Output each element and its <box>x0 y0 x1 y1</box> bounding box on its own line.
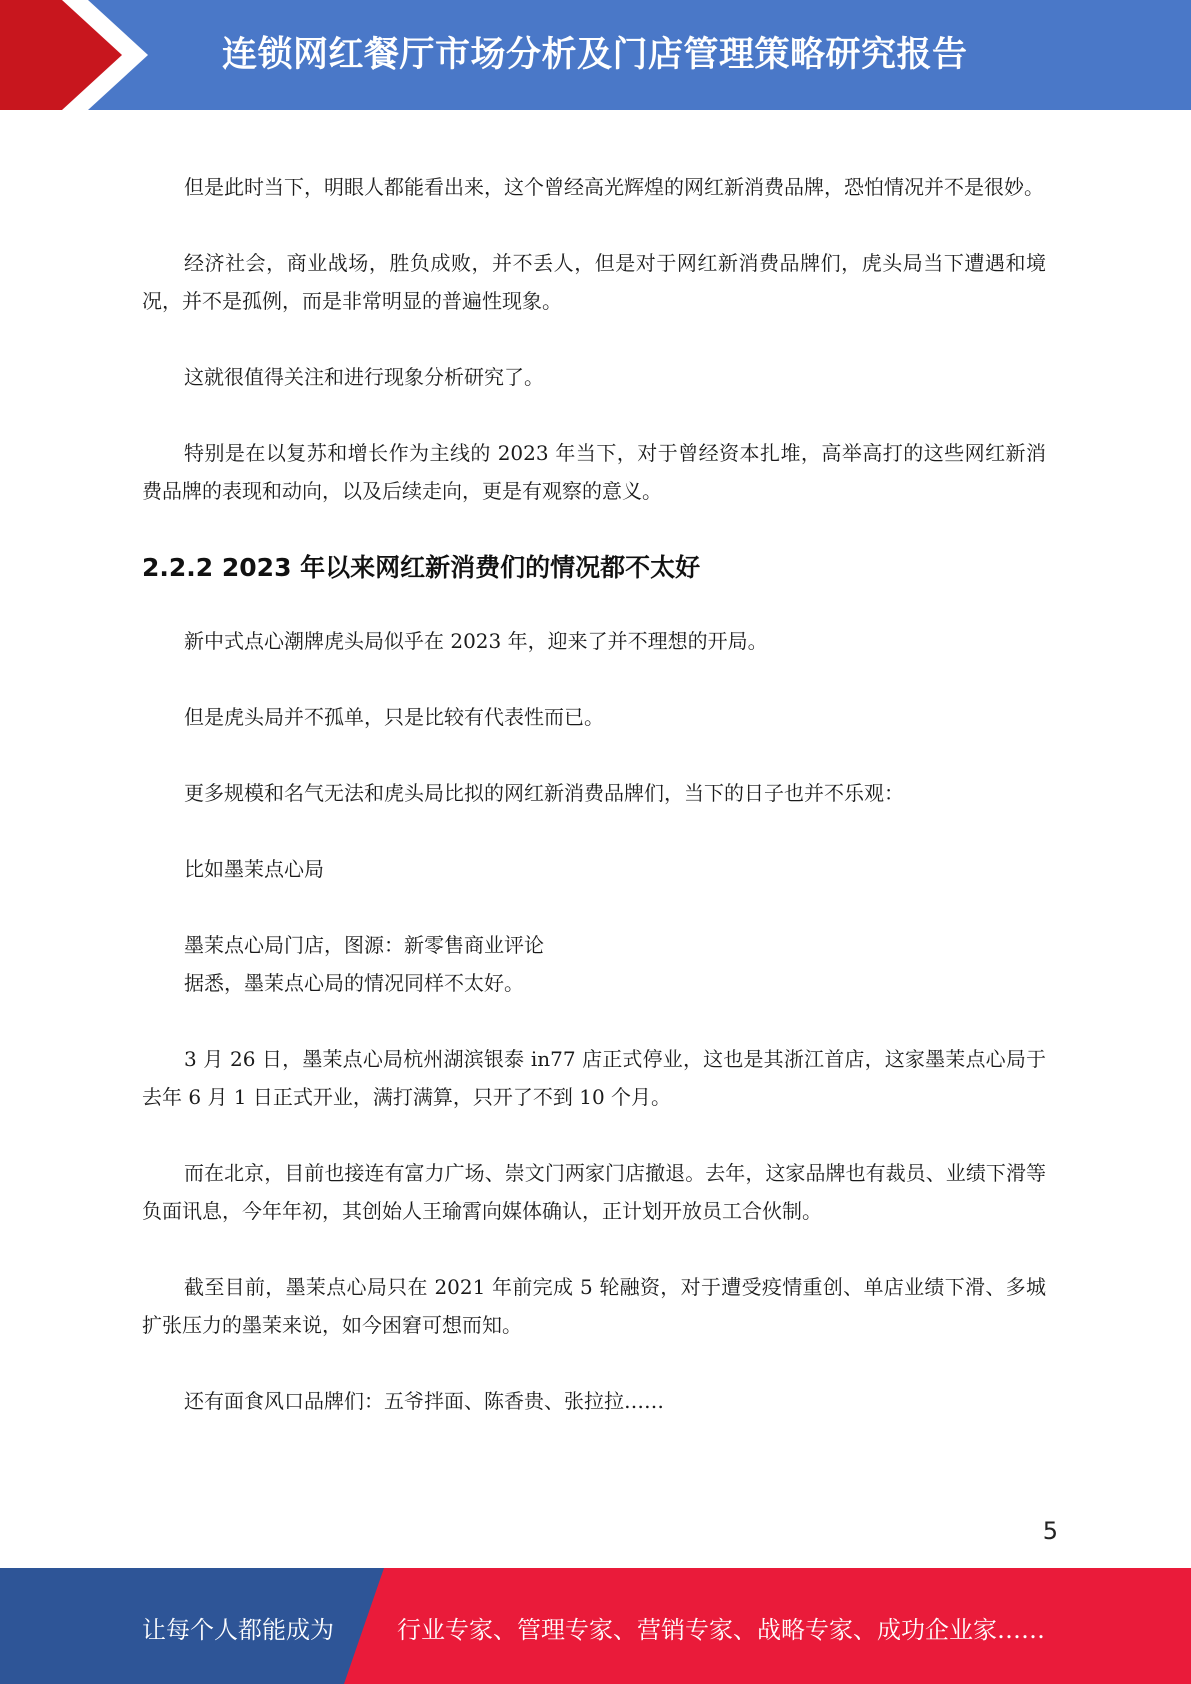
paragraph: 据悉，墨茉点心局的情况同样不太好。 <box>184 971 524 995</box>
section-heading: 2.2.2 2023 年以来网红新消费们的情况都不太好 <box>142 553 701 582</box>
paragraph: 而在北京，目前也接连有富力广场、崇文门两家门店撤退。去年，这家品牌也有裁员、业绩下滑等负面讯息，今年年初，其创始人王瑜霄向媒体确认，正计划开放员工合伙制。 <box>142 1161 1046 1223</box>
footer-slogan-left: 让每个人都能成为 <box>142 1616 334 1644</box>
paragraph: 更多规模和名气无法和虎头局比拟的网红新消费品牌们，当下的日子也并不乐观： <box>184 781 904 805</box>
paragraph: 还有面食风口品牌们：五爷拌面、陈香贵、张拉拉…… <box>184 1389 664 1413</box>
paragraph: 截至目前，墨茉点心局只在 2021 年前完成 5 轮融资，对于遭受疫情重创、单店业绩下滑、多城扩张压力的墨茉来说，如今困窘可想而知。 <box>142 1275 1046 1337</box>
paragraph: 经济社会，商业战场，胜负成败，并不丢人，但是对于网红新消费品牌们，虎头局当下遭遇和境况，并不是孤例，而是非常明显的普遍性现象。 <box>142 251 1046 313</box>
footer-band <box>0 1568 1191 1684</box>
paragraph: 这就很值得关注和进行现象分析研究了。 <box>184 365 544 389</box>
page-number: 5 <box>1042 1517 1058 1545</box>
paragraph: 3 月 26 日，墨茉点心局杭州湖滨银泰 in77 店正式停业，这也是其浙江首店，这家墨茉点心局于去年 6 月 1 日正式开业，满打满算，只开了不到 10 个月。 <box>142 1047 1046 1109</box>
footer-slogan-right: 行业专家、管理专家、营销专家、战略专家、成功企业家…… <box>397 1616 1045 1644</box>
report-body <box>142 168 1046 1458</box>
image-caption: 墨茉点心局门店，图源：新零售商业评论 <box>184 933 544 957</box>
paragraph: 比如墨茉点心局 <box>184 857 324 881</box>
paragraph: 新中式点心潮牌虎头局似乎在 2023 年，迎来了并不理想的开局。 <box>184 629 768 653</box>
paragraph: 但是此时当下，明眼人都能看出来，这个曾经高光辉煌的网红新消费品牌，恐怕情况并不是很妙。 <box>184 175 1044 199</box>
header-band <box>0 0 1191 110</box>
paragraph: 特别是在以复苏和增长作为主线的 2023 年当下，对于曾经资本扎堆，高举高打的这些网红新消费品牌的表现和动向，以及后续走向，更是有观察的意义。 <box>142 441 1046 503</box>
document-title: 连锁网红餐厅市场分析及门店管理策略研究报告 <box>222 35 968 75</box>
paragraph: 但是虎头局并不孤单，只是比较有代表性而已。 <box>184 705 604 729</box>
